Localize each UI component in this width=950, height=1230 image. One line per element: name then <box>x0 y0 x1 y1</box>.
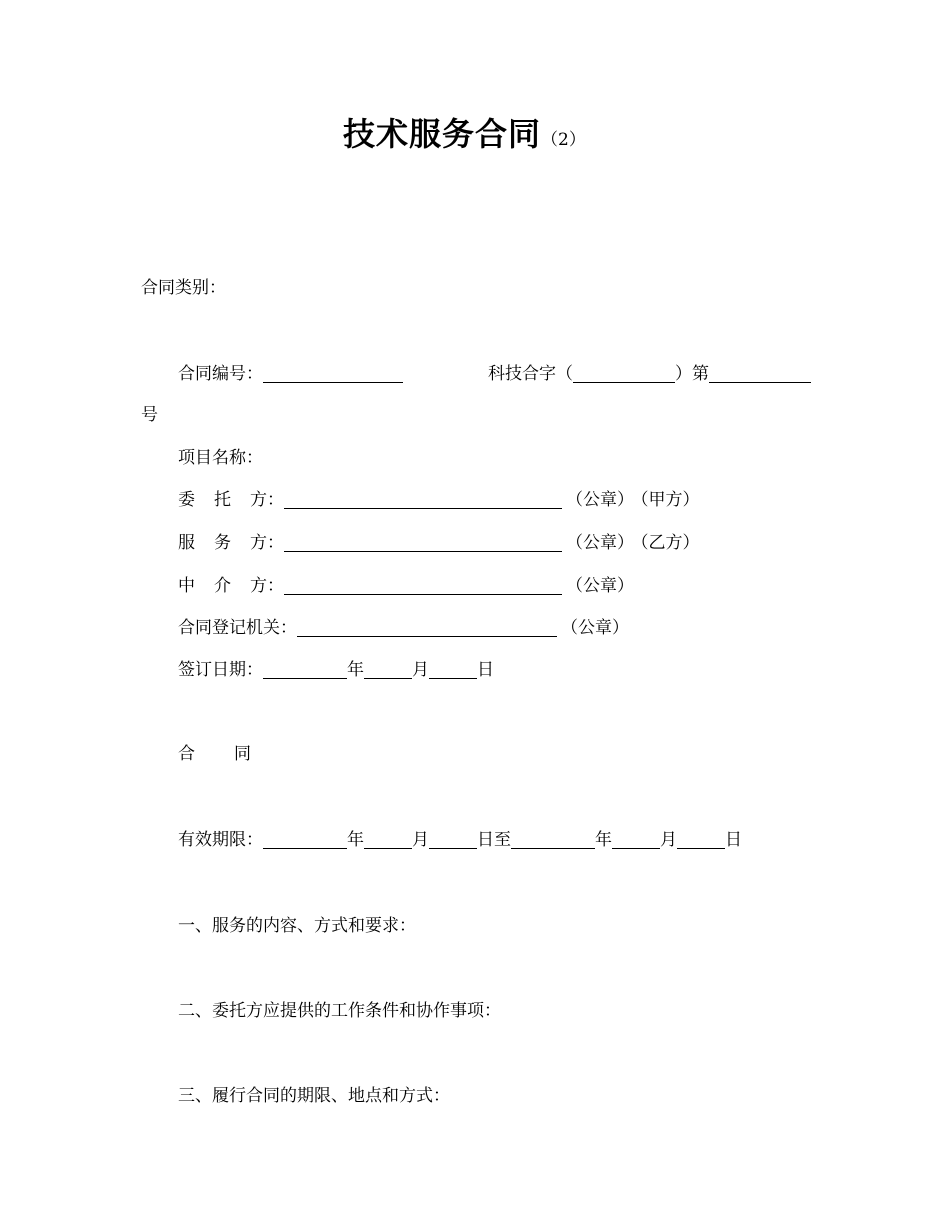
validity-month2-blank[interactable] <box>612 831 660 849</box>
party-role: （乙方） <box>640 533 700 553</box>
party-blank[interactable] <box>284 534 562 552</box>
validity-day2-blank[interactable] <box>677 831 725 849</box>
sign-month-unit: 月 <box>412 660 429 680</box>
contract-heading-char-1: 合 <box>178 744 195 764</box>
validity-year2-blank[interactable] <box>511 831 595 849</box>
validity-year-blank[interactable] <box>263 831 347 849</box>
party-role: （甲方） <box>640 490 700 510</box>
party-seal: （公章） <box>566 490 634 510</box>
contract-code-prefix: 科技合字（ <box>488 364 573 384</box>
party-seal: （公章） <box>566 576 634 596</box>
title-main: 技术服务合同 <box>343 115 542 153</box>
document-title <box>343 115 586 153</box>
sign-day-unit: 日 <box>477 660 494 680</box>
validity-day2-unit: 日 <box>725 830 742 850</box>
party-char-3: 方： <box>250 576 284 596</box>
validity-year-unit: 年 <box>347 830 364 850</box>
party-blank[interactable] <box>284 491 562 509</box>
party-char-1: 服 <box>178 533 195 553</box>
contract-number-row <box>178 365 403 383</box>
validity-year2-unit: 年 <box>595 830 612 850</box>
party-char-1: 中 <box>178 576 195 596</box>
sign-date-row <box>178 661 494 679</box>
party-char-2: 介 <box>214 576 231 596</box>
contract-code-number-blank[interactable] <box>709 365 811 383</box>
party-char-1: 委 <box>178 490 195 510</box>
party-row-provider <box>178 534 700 552</box>
sign-year-unit: 年 <box>347 660 364 680</box>
party-row-client <box>178 491 700 509</box>
contract-code-row <box>488 365 811 383</box>
contract-code-blank[interactable] <box>573 365 675 383</box>
registry-blank[interactable] <box>297 619 557 637</box>
contract-number-label: 合同编号： <box>178 364 263 384</box>
registry-label: 合同登记机关： <box>178 618 297 638</box>
validity-day-to: 日至 <box>477 830 511 850</box>
contract-heading-char-2: 同 <box>234 744 251 764</box>
sign-year-blank[interactable] <box>263 661 347 679</box>
registry-row <box>178 619 629 637</box>
sign-date-label: 签订日期： <box>178 660 263 680</box>
sign-day-blank[interactable] <box>429 661 477 679</box>
party-char-2: 务 <box>214 533 231 553</box>
party-char-2: 托 <box>214 490 231 510</box>
party-char-3: 方： <box>250 490 284 510</box>
contract-number-blank[interactable] <box>263 365 403 383</box>
section-heading-2: 二、委托方应提供的工作条件和协作事项： <box>178 1001 501 1021</box>
validity-month-unit: 月 <box>412 830 429 850</box>
contract-heading <box>178 746 251 763</box>
section-heading-1: 一、服务的内容、方式和要求： <box>178 916 416 936</box>
party-blank[interactable] <box>284 577 562 595</box>
validity-month-blank[interactable] <box>364 831 412 849</box>
contract-code-mid: ）第 <box>675 364 709 384</box>
validity-row <box>178 831 742 849</box>
validity-day-blank[interactable] <box>429 831 477 849</box>
project-name-label: 项目名称： <box>178 448 263 468</box>
sign-month-blank[interactable] <box>364 661 412 679</box>
party-row-intermediary <box>178 577 634 595</box>
party-char-3: 方： <box>250 533 284 553</box>
party-seal: （公章） <box>566 533 634 553</box>
title-sub: （2） <box>541 130 586 150</box>
validity-month2-unit: 月 <box>660 830 677 850</box>
contract-code-suffix: 号 <box>141 405 158 425</box>
validity-label: 有效期限： <box>178 830 263 850</box>
registry-seal: （公章） <box>561 618 629 638</box>
contract-category-label: 合同类别： <box>141 278 226 298</box>
section-heading-3: 三、履行合同的期限、地点和方式： <box>178 1086 450 1106</box>
